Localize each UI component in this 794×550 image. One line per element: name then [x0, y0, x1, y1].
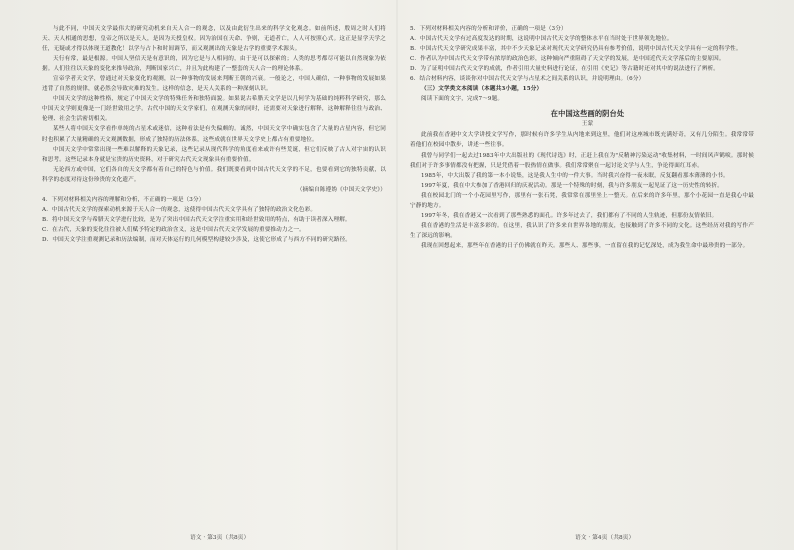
body-paragraph: 与此不同，中国天文学最伟大的研究动机来自天人合一的观念，以及由此衍生出来的科学文化观念。如前所述，殷周之时人们将天、天人相通的思想，皇帝之所以是天人，是因为天授皇权。因为治国在天命、争则，无道者亡，人人可按照心式。这正是显学天学之任，无疑或才得以体现王道教化！以学与占卜和时间调节，而又观测出的天象是古学的重要学术源头。: [42, 26, 386, 53]
question-4-option-c: C．在古代，天象的变化往往被人们赋予特定的政治含义，这是中国古代天文学发展的重要推动力之一。: [42, 226, 305, 233]
question-4-option-a: A．中国古代天文学的探索动机来源于天人合一的观念，这使得中国古代天文学具有了独特的政治文化色彩。: [42, 206, 317, 213]
body-paragraph: 中国天文学中常常出现一些难以解释的天象记录，这些记录从现代科学的角度看来或许有些荒诞，但它们反映了古人对宇宙的认识和思考。这些记录本身就是宝贵的历史资料，对于研究古代天文现象具有重要价值。: [42, 146, 386, 163]
article-paragraph: 1997年冬，我在香港又一次看到了那些熟悉的面孔。许多年过去了，我们都有了不同的人生轨迹，但那份友情依旧。: [421, 212, 718, 219]
body-paragraph: 无论西方或中国，它们各自的天文学都有着自己的特色与价值。我们既要看到中国古代天文学的不足，也要看到它的独特贡献，以科学的态度对待这份珍贵的文化遗产。: [42, 166, 386, 183]
question-5: 5．下列对材料相关内容的分析和评价，正确的一项是（3分）: [410, 26, 567, 32]
question-4: 4．下列对材料相关内容的理解和分析，不正确的一项是（3分）: [42, 196, 205, 203]
article-author: 王蒙: [581, 121, 594, 128]
question-6: 6．结合材料内容，谈谈你对中国古代天文学与占星术之间关系的认识，并说明理由。（6分）: [410, 76, 645, 83]
body-paragraph: 中国天文学的这种性格，规定了中国天文学的特殊任务和独特面貌。如果说古希腊天文学是以几何学为基础的纯粹科学研究，那么中国天文学则更像是一门经世致用之学。古代中国的天文学家们，在观测天象的同时，还需要对天象进行解释，这种解释往往与政治、伦理、社会生活密切相关。: [42, 96, 386, 123]
article-paragraph: 1985年，中大出版了我的第一本小说集，这是我人生中的一件大事。当时我兴奋得一夜未眠，反复翻看那本薄薄的小书。: [421, 172, 729, 179]
article-paragraph: 1997年夏，我在中大参加了香港回归的庆祝活动。那是一个特殊的时刻，我与许多朋友一起见证了这一历史性的转折。: [421, 182, 724, 189]
article-paragraph: 此前我在香港中文大学讲授文学写作，那时候有许多学生从内地来到这里，他们对这座城市既充满好奇，又有几分陌生。我常常带着他们在校园中散步，讲述一些往事。: [410, 132, 754, 149]
question-5-option-d: D．为了证明中国古代天文学的成就，作者引用大量史料进行论证，在引用《史记》等古籍时还对其中的说法进行了辨析。: [410, 66, 720, 73]
question-5-option-b: B．中国古代天文学研究成果丰富，其中不少天象记录对现代天文学研究仍具有参考价值，说明中国古代天文学具有一定的科学性。: [410, 46, 742, 53]
page-footer-right: 语文 · 第4页（共8页）: [575, 535, 635, 541]
question-5-option-c: C．作者认为中国古代天文学带有浓厚的政治色彩，这种倾向严重阻碍了天文学的发展，是中国近代天文学落后的主要原因。: [410, 56, 725, 63]
body-paragraph: 天行有常，最是根源。中国人坚信天是有意识的，因为它是与人相同的，由于是可以探索的；人类的思考都尽可能以自然现象为依据。人们往往以天象的变化来推导政治，判断国家兴亡，并且为此构建了一整套的天人合一的理论体系。: [42, 56, 386, 73]
right-page-column: [410, 24, 754, 251]
question-4-option-d: D．中国天文学注重观测记录和历法编制，而对天体运行的几何模型构建较少涉及，这使它形成了与西方不同的研究路径。: [42, 236, 352, 243]
body-paragraph: 宣帝学者天文学，曾通过对天象变化的观测，以一种事物的发展来判断王朝的兴衰。一般论之，中国人确信，一种事物的发展如果违背了自然的规律，就必然会导致灾难的发生。这样的信念，是天人关系的一种深刻认识。: [42, 76, 386, 93]
article-paragraph: 我现在回想起来，那些年在香港的日子仿佛就在昨天。那些人、那些事，一直留在我的记忆深处，成为我生命中最珍贵的一部分。: [421, 242, 749, 249]
question-4-option-b: B．将中国天文学与希腊天文学进行比较，是为了突出中国古代天文学注重实用和经世致用的特点，有助于读者深入理解。: [42, 216, 351, 223]
article-paragraph: 我在校园北门的一个小花园里写作，那里有一张石凳，我常常在那里坐上一整天。在后来的许多年里，那个小花园一直是我心中最宁静的地方。: [410, 192, 754, 209]
article-paragraph: 我曾与同学们一起去过1983年中大出版社的《现代诗选》时，正赶上我在为"反精神污染运动"收集材料，一时间风声鹤唳。那时候我们对于许多事情都没有把握，只是凭借着一股热情在做事。我们常常聚在一起讨论文学与人生，争论得面红耳赤。: [410, 152, 754, 169]
page-footer-left: 语文 · 第3页（共8页）: [190, 535, 250, 541]
section-heading: （三）文学类文本阅读（本题共3小题，15分）: [421, 86, 543, 93]
reading-instruction: 阅读下面的文字，完成7～9题。: [421, 96, 504, 103]
article-title: 在中国这些画的阴台处: [550, 109, 625, 119]
source-citation: （摘编自陈遵妫《中国天文学史》）: [296, 186, 386, 193]
article-paragraph: 我在香港的生活是丰富多彩的。在这里，我认识了许多来自世界各地的朋友，也接触到了许多不同的文化。这些经历对我的写作产生了深远的影响。: [410, 222, 754, 239]
question-5-option-a: A．中国古代天文学有过高度发达的时期，这说明中国古代天文学的整体水平在当时处于世界领先地位。: [410, 36, 673, 43]
left-page-column: [42, 24, 386, 245]
body-paragraph: 某些人将中国天文学看作单纯的占星术或迷信，这种看法是有失偏颇的。诚然，中国天文学中确实包含了大量的占星内容，但它同时也积累了大量精确的天文观测数据，形成了独特的历法体系，这些成就在世界天文学史上都占有重要地位。: [42, 126, 386, 143]
page-fold: [396, 0, 398, 550]
